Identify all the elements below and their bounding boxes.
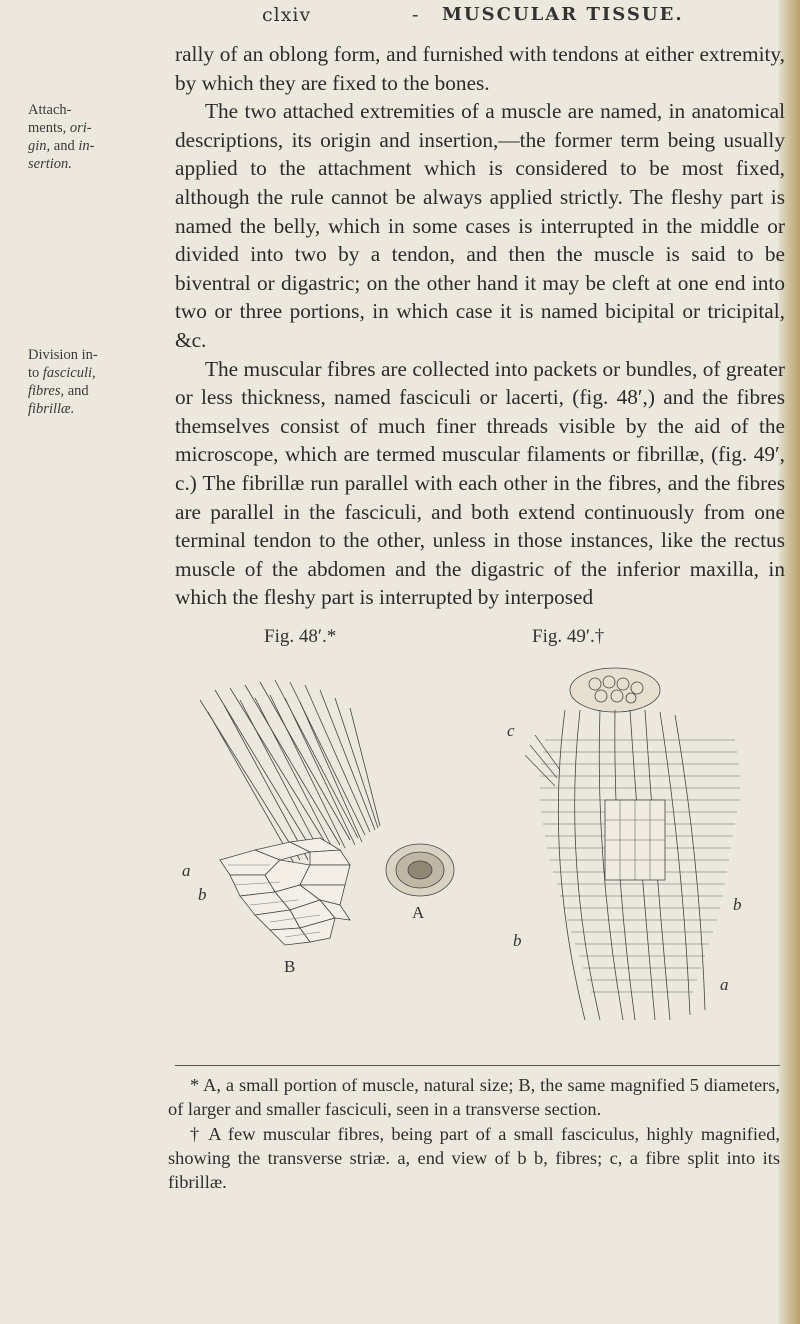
margin-note-text: and [50, 138, 79, 154]
figure-letter: B [284, 957, 296, 976]
margin-note-line [28, 155, 146, 173]
figure-49-illustration [505, 660, 765, 1050]
running-title: MUSCULAR TISSUE. [442, 4, 684, 25]
margin-note-line [28, 119, 146, 137]
margin-note-line [28, 137, 146, 155]
margin-note-italic: ori- [69, 120, 92, 136]
split-fibre [525, 735, 560, 786]
header-separator: - [412, 4, 420, 26]
figure-48-illustration [180, 660, 520, 980]
margin-note-line: Attach- [28, 102, 72, 118]
margin-note-line: Division in- [28, 347, 98, 363]
margin-note-text: and [64, 383, 89, 399]
figure-letter: a [182, 861, 191, 880]
figure-letter: c [507, 721, 515, 740]
figure-letter: a [720, 975, 729, 994]
margin-note-line [28, 382, 146, 400]
margin-note-italic: fibrillæ. [28, 401, 75, 417]
margin-note-division [28, 346, 146, 418]
margin-note-line [28, 364, 146, 382]
figure-letter: b [198, 885, 207, 904]
footnote-rule [175, 1065, 780, 1066]
fasciculi-bundle [220, 838, 350, 945]
figure-letter: b [733, 895, 742, 914]
margin-note-text: to [28, 365, 43, 381]
footnote: † A few muscular fibres, being part of a small fasciculus, highly magnified, showing the transverse striæ. a, end view of b b, fibres; c, a fibre split into its fibrillæ. [168, 1123, 780, 1193]
body-text [175, 40, 785, 612]
figure-letter: A [412, 903, 425, 922]
page-number: clxiv [262, 4, 312, 26]
small-muscle-section [386, 844, 454, 896]
margin-note-line [28, 400, 146, 418]
margin-note-text: ments, [28, 120, 70, 136]
fiber-lines [200, 680, 380, 865]
margin-note-italic: in- [78, 138, 95, 154]
paragraph: rally of an oblong form, and furnished with tendons at either extremity, by which they are fixed to the bones. [175, 42, 785, 95]
margin-note-italic: fasciculi, [42, 365, 96, 381]
paragraph: The muscular fibres are collected into packets or bundles, of greater or less thickness, named fasciculi or lacerti, (fig. 48′,) and the fibres themselves consist of much finer threads visible by the aid of the microscope, which are termed muscular filaments or fibrillæ, (fig. 49′, c.) The fibrillæ run parallel with each other in the fibres, and the fibres are parallel in the fasciculi, and both extend continuously from one terminal tendon to the other, unless in those instances, like the rectus muscle of the abdomen and the digastric of the inferior maxilla, in which the fleshy part is interrupted by interposed [175, 356, 785, 610]
margin-note-italic: gin, [28, 138, 51, 154]
footnote: * A, a small portion of muscle, natural size; B, the same magnified 5 diameters, of larger and smaller fasciculi, seen in a transverse section. [168, 1075, 780, 1120]
figure-48-label: Fig. 48′.* [264, 626, 337, 647]
paragraph: The two attached extremities of a muscle are named, in anatomical descriptions, its origin and insertion,—the former term being usually applied to the attachment which is considered to be most fixed, although the rule cannot be always applied strictly. The fleshy part is named the belly, which in some cases is interrupted in the middle or divided into two by a tendon, and then the muscle is said to be biventral or digastric; on the other hand it may be cleft at one end into two or three portions, in which case it is named bicipital or tricipital, &c. [175, 99, 785, 352]
figure-49-label: Fig. 49′.† [532, 626, 605, 647]
fibre-end-view [570, 668, 660, 712]
footnotes [168, 1073, 780, 1194]
margin-note-italic: sertion. [28, 156, 72, 172]
margin-note-attachments [28, 101, 146, 173]
margin-note-italic: fibres, [28, 383, 65, 399]
figure-letter: b [513, 931, 522, 950]
